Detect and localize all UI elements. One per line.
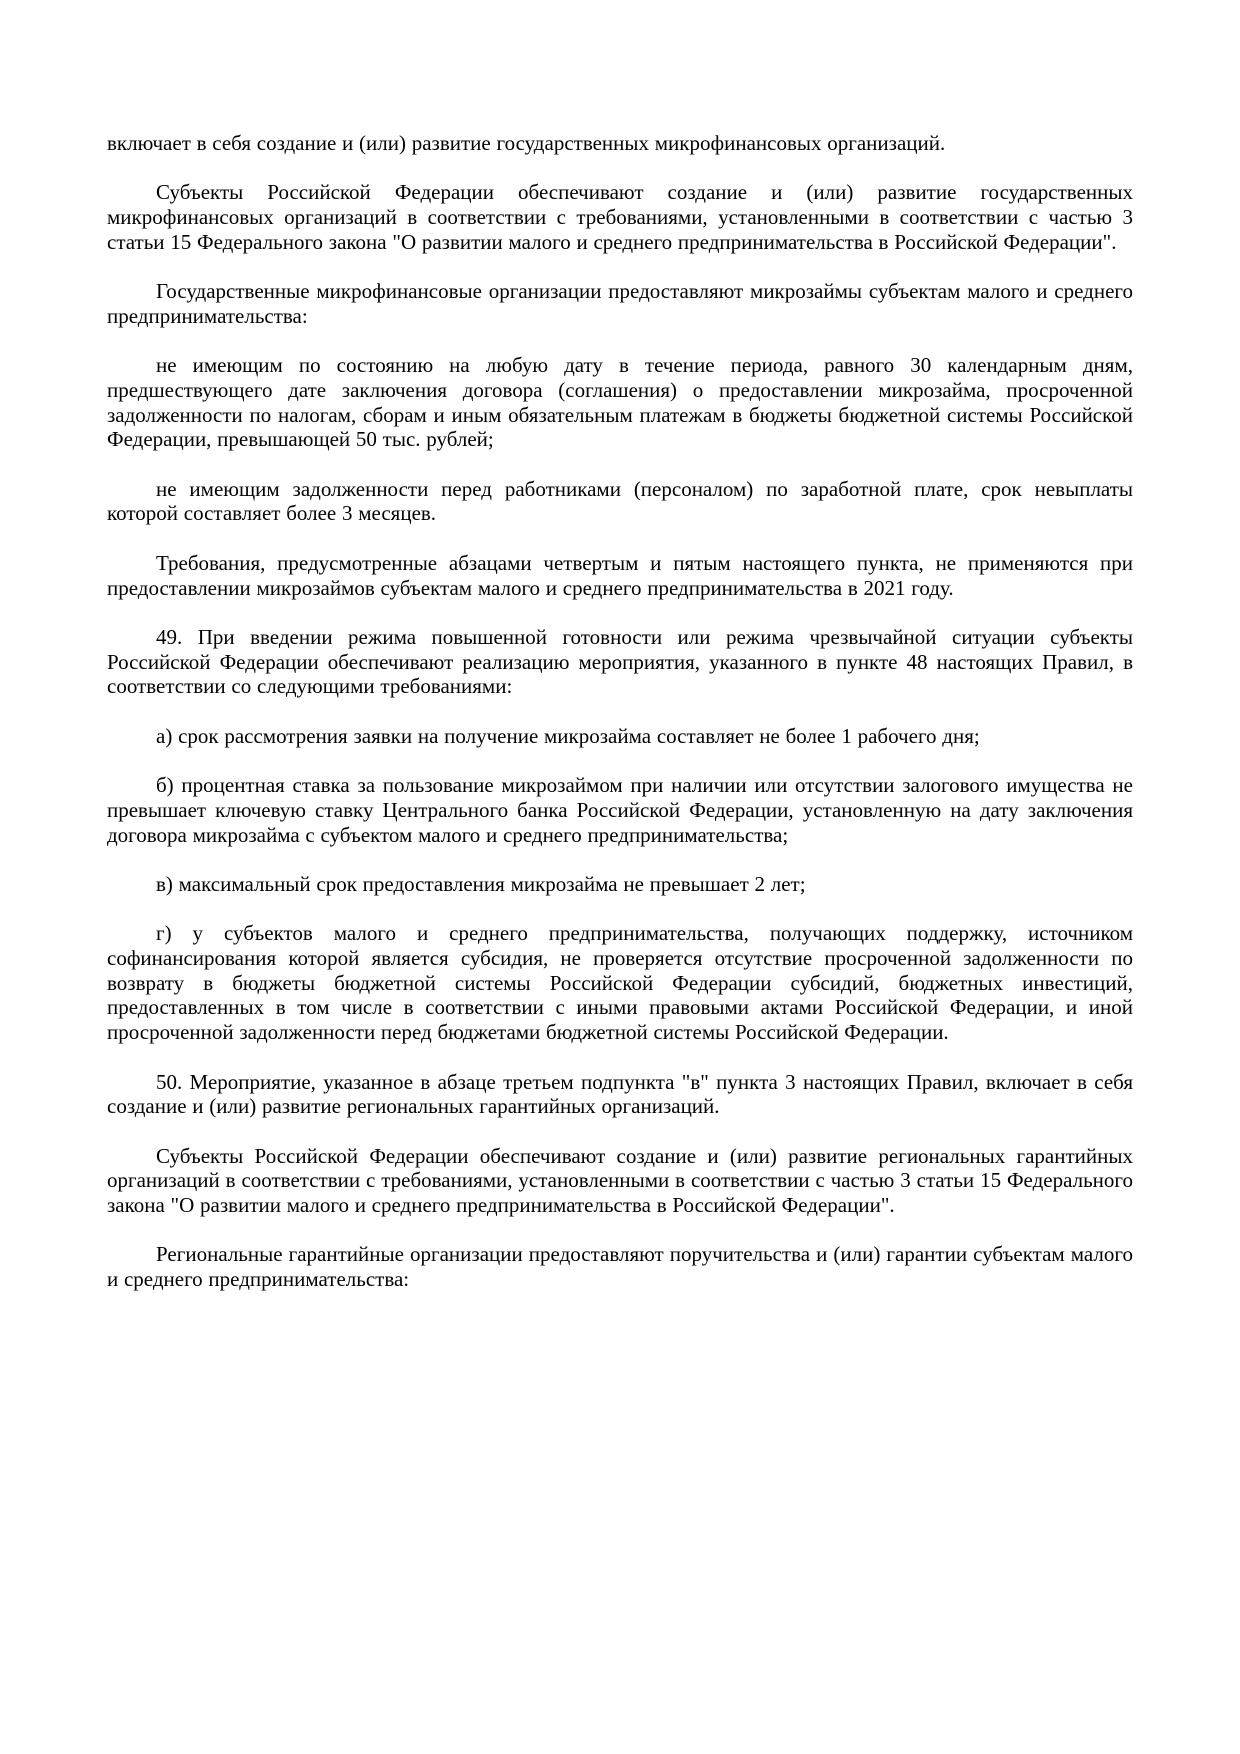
paragraph-09-subitem-b: б) процентная ставка за пользование микрозаймом при наличии или отсутствии залогового имущества не превышает ключевую ставку Центрального банка Российской Федерации, установленную на дату заключения договора микрозайма с субъектом малого и среднего предпринимательства; [107, 773, 1133, 847]
paragraph-05: не имеющим задолженности перед работниками (персоналом) по заработной плате, срок невыплаты которой составляет более 3 месяцев. [107, 476, 1133, 526]
paragraph-12-item-50: 50. Мероприятие, указанное в абзаце третьем подпункта "в" пункта 3 настоящих Правил, включает в себя создание и (или) развитие региональных гарантийных организаций. [107, 1069, 1133, 1119]
paragraph-13: Субъекты Российской Федерации обеспечивают создание и (или) развитие региональных гарантийных организаций в соответствии с требованиями, установленными в соответствии с частью 3 статьи 15 Федерального закона "О развитии малого и среднего предпринимательства в Российской Федерации". [107, 1143, 1133, 1218]
paragraph-03: Государственные микрофинансовые организации предоставляют микрозаймы субъектам малого и среднего предпринимательства: [107, 279, 1133, 328]
paragraph-08-subitem-a: а) срок рассмотрения заявки на получение микрозайма составляет не более 1 рабочего дня; [156, 723, 980, 748]
paragraph-02: Субъекты Российской Федерации обеспечивают создание и (или) развитие государственных микрофинансовых организаций в соответствии с требованиями, установленными в соответствии с частью 3 статьи 15 Федерального закона "О развитии малого и среднего предпринимательства в Российской Федерации". [107, 180, 1133, 254]
paragraph-14: Региональные гарантийные организации предоставляют поручительства и (или) гарантии субъектам малого и среднего предпринимательства: [107, 1242, 1133, 1292]
paragraph-04: не имеющим по состоянию на любую дату в течение периода, равного 30 календарным дням, предшествующего дате заключения договора (соглашения) о предоставлении микрозайма, просроченной задолженности по налогам, сборам и иным обязательным платежам в бюджеты бюджетной системы Российской Федерации, превышающей 50 тыс. рублей; [107, 353, 1133, 452]
paragraph-10-subitem-v: в) максимальный срок предоставления микрозайма не превышает 2 лет; [156, 871, 806, 896]
document-body [107, 131, 1133, 1292]
paragraph-01-continuation: включает в себя создание и (или) развитие государственных микрофинансовых организаций. [107, 131, 946, 155]
paragraph-06: Требования, предусмотренные абзацами четвертым и пятым настоящего пункта, не применяются при предоставлении микрозаймов субъектам малого и среднего предпринимательства в 2021 году. [107, 550, 1133, 600]
paragraph-07-item-49: 49. При введении режима повышенной готовности или режима чрезвычайной ситуации субъекты Российской Федерации обеспечивают реализацию мероприятия, указанного в пункте 48 настоящих Правил, в соответствии со следующими требованиями: [107, 624, 1133, 699]
paragraph-11-subitem-g: г) у субъектов малого и среднего предпринимательства, получающих поддержку, источником софинансирования которой является субсидия, не проверяется отсутствие просроченной задолженности по возврату в бюджеты бюджетной системы Российской Федерации субсидий, бюджетных инвестиций, предоставленных в том числе в соответствии с иными правовыми актами Российской Федерации, и иной просроченной задолженности перед бюджетами бюджетной системы Российской Федерации. [107, 921, 1133, 1045]
